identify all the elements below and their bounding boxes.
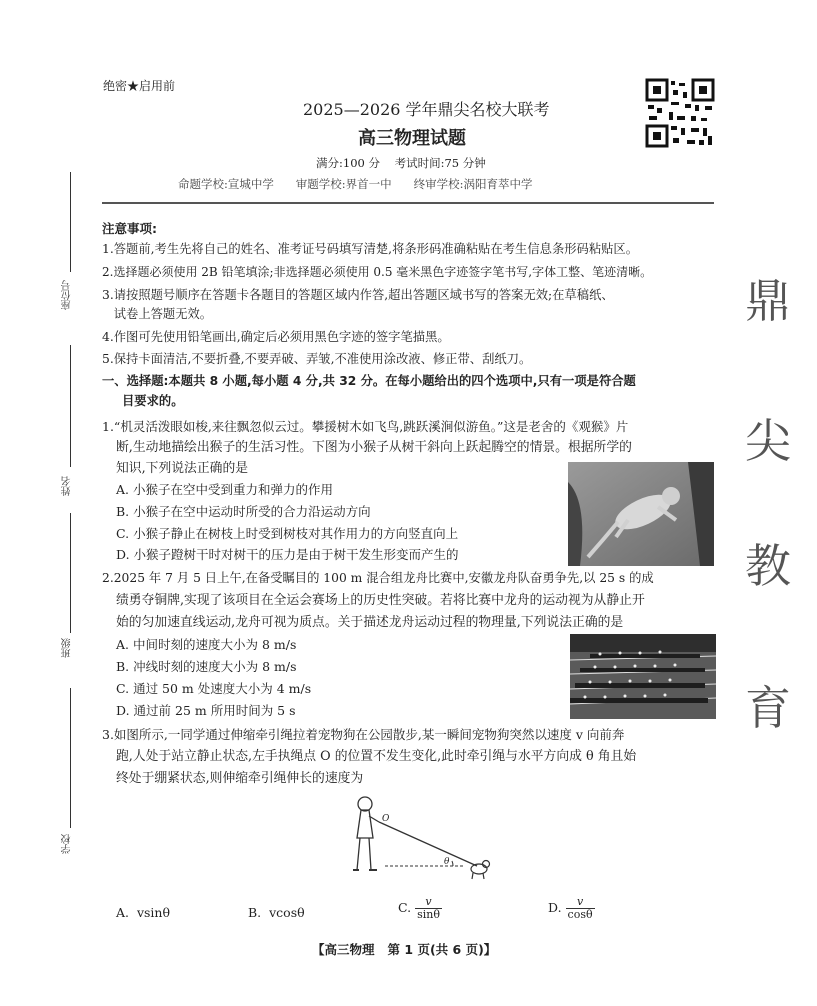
exam-title: 2025—2026 学年鼎尖名校大联考 (303, 100, 550, 119)
q3-option-c (398, 896, 442, 921)
notice-item: 1.答题前,考生先将自己的姓名、准考证号码填写清楚,将条形码准确粘贴在考生信息条形码粘贴区。 (102, 242, 639, 256)
q3-option-a: A. vsinθ (116, 905, 170, 920)
q1-text: 知识,下列说法正确的是 (116, 461, 249, 476)
side-rule-3 (70, 513, 71, 633)
q3-option-d-numerator: v (566, 896, 595, 909)
page-footer: 【高三物理 第 1 页(共 6 页)】 (312, 942, 497, 957)
q3-option-d-label: D. (548, 900, 562, 915)
header-rule (102, 202, 714, 204)
q2-option-b: B. 冲线时刻的速度大小为 8 m/s (116, 659, 297, 674)
q3-option-c-fraction (415, 896, 442, 921)
q1-option-a: A. 小猴子在空中受到重力和弹力的作用 (116, 482, 333, 497)
secret-label: 绝密★启用前 (103, 79, 176, 93)
q3-option-c-denominator: sinθ (417, 908, 440, 921)
side-rule-1 (70, 172, 71, 272)
q2-text: 始的匀加速直线运动,龙舟可视为质点。关于描述龙舟运动过程的物理量,下列说法正确的是 (116, 615, 624, 630)
q3-text: 3.如图所示,一同学通过伸缩牵引绳拉着宠物狗在公园散步,某一瞬间宠物狗突然以速度 v 向前奔 (102, 727, 625, 742)
q1-option-d: D. 小猴子蹬树干时对树干的压力是由于树干发生形变而产生的 (116, 547, 459, 562)
brand-char-2: 尖 (745, 414, 791, 468)
notice-item: 4.作图可先使用铅笔画出,确定后必须用黑色字迹的签字笔描黑。 (102, 330, 450, 344)
q2-option-a: A. 中间时刻的速度大小为 8 m/s (116, 637, 297, 652)
seat-label: 座位号 (62, 280, 73, 310)
q3-text: 终处于绷紧状态,则伸缩牵引绳伸长的速度为 (116, 771, 364, 786)
q3-option-c-numerator: v (415, 896, 442, 909)
q3-text: 跑,人处于站立静止状态,左手执绳点 O 的位置不发生变化,此时牵引绳与水平方向成 θ 角且始 (116, 749, 637, 764)
q3-option-c-label: C. (398, 900, 412, 915)
q1-text: 1.“机灵活泼眼如梭,来往飘忽似云过。攀援树木如飞鸟,跳跃溪涧似游鱼。”这是老舍的《观猴》片 (102, 419, 629, 434)
side-rule-2 (70, 345, 71, 467)
school-label: 学校 (62, 834, 73, 854)
brand-char-4: 育 (745, 681, 791, 735)
q2-option-d: D. 通过前 25 m 所用时间为 5 s (116, 703, 296, 718)
brand-char-1: 鼎 (745, 274, 791, 328)
q2-option-c: C. 通过 50 m 处速度大小为 4 m/s (116, 681, 312, 696)
notice-item: 2.选择题必须使用 2B 铅笔填涂;非选择题必须使用 0.5 毫米黑色字迹签字笔书写,字体工整、笔迹清晰。 (102, 265, 653, 279)
schools-line: 命题学校:宣城中学 审题学校:界首一中 终审学校:涡阳育萃中学 (178, 177, 533, 191)
class-label: 班级 (62, 638, 73, 658)
section-heading: 一、选择题:本题共 8 小题,每小题 4 分,共 32 分。在每小题给出的四个选项中,只有一项是符合题 (102, 374, 636, 388)
dog-walking-figure (345, 790, 495, 886)
q3-option-d-fraction (566, 896, 595, 921)
brand-char-3: 教 (745, 539, 791, 593)
section-heading-cont: 目要求的。 (122, 394, 184, 408)
q3-option-d (548, 896, 595, 921)
q2-text: 2.2025 年 7 月 5 日上午,在备受瞩目的 100 m 混合组龙舟比赛中,安徽龙舟队奋勇争先,以 25 s 的成 (102, 571, 654, 585)
q1-text: 断,生动地描绘出猴子的生活习性。下图为小猴子从树干斜向上跃起腾空的情景。根据所学的 (116, 440, 632, 455)
point-o-label: O (382, 814, 390, 824)
q3-option-b: B. vcosθ (248, 905, 305, 920)
q3-option-d-denominator: cosθ (567, 908, 593, 921)
q1-option-b: B. 小猴子在空中运动时所受的合力沿运动方向 (116, 504, 371, 519)
dragon-boat-photo (570, 634, 716, 719)
monkey-photo (568, 462, 714, 566)
qr-code-icon (645, 78, 715, 148)
q2-text: 绩勇夺铜牌,实现了该项目在全运会赛场上的历史性突破。若将比赛中龙舟的运动视为从静止开 (116, 593, 645, 608)
score-time: 满分:100 分 考试时间:75 分钟 (316, 156, 486, 170)
notice-item: 5.保持卡面清洁,不要折叠,不要弄破、弄皱,不准使用涂改液、修正带、刮纸刀。 (102, 352, 532, 366)
notice-item: 3.请按照题号顺序在答题卡各题目的答题区域内作答,超出答题区域书写的答案无效;在草稿纸、 (102, 288, 614, 302)
q1-option-c: C. 小猴子静止在树枝上时受到树枝对其作用力的方向竖直向上 (116, 526, 459, 541)
notice-item: 试卷上答题无效。 (102, 307, 213, 321)
angle-theta-label: θ (444, 857, 450, 867)
name-label: 姓名 (62, 476, 73, 496)
notice-title: 注意事项: (102, 221, 157, 236)
side-rule-4 (70, 688, 71, 828)
subject-title: 高三物理试题 (358, 128, 466, 149)
